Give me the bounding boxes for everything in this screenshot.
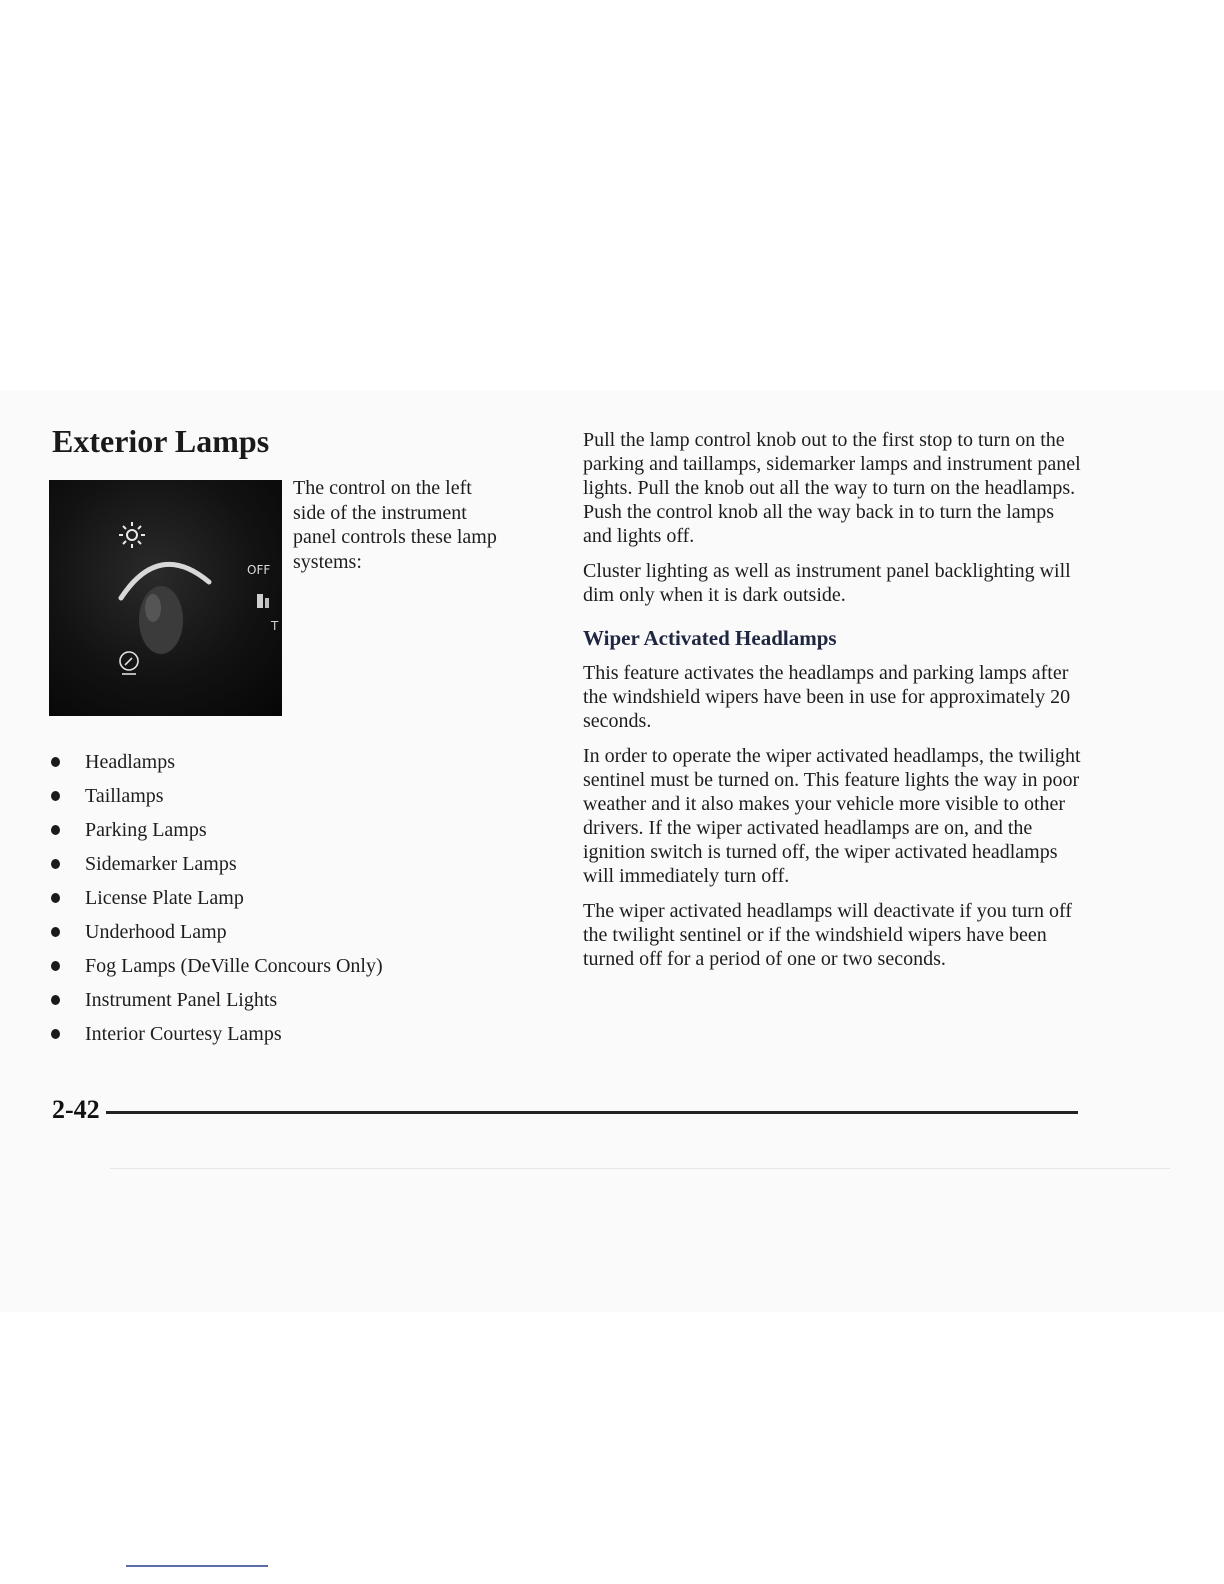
list-item: Taillamps (46, 779, 383, 813)
bottom-accent-line (126, 1565, 268, 1567)
right-column (583, 428, 1083, 982)
list-item: Parking Lamps (46, 813, 383, 847)
bullet-icon (51, 825, 60, 835)
off-label: OFF (247, 563, 271, 577)
list-item: Fog Lamps (DeVille Concours Only) (46, 949, 383, 983)
knob-instructions: Pull the lamp control knob out to the first stop to turn on the parking and taillamps, sidemarker lamps and instrument panel lights. Pull the knob out all the way to turn on the headlamps. Push the control knob all the way back in to turn the lamps and lights off. (583, 429, 1081, 547)
wiper-feature-text: This feature activates the headlamps and parking lamps after the windshield wipers have been in use for approximately 20 seconds. (583, 662, 1071, 732)
list-item: Instrument Panel Lights (46, 983, 383, 1017)
sun-lamp-icon (119, 522, 145, 548)
page-footer (52, 1094, 1078, 1126)
scan-artifact-line (110, 1168, 1170, 1169)
list-item: Underhood Lamp (46, 915, 383, 949)
side-letter: T (271, 619, 279, 633)
wiper-deactivation-text: The wiper activated headlamps will deactivate if you turn off the twilight sentinel or if the windshield wipers have been turned off for a period of one or two seconds. (583, 900, 1072, 970)
bullet-icon (51, 757, 60, 767)
bullet-icon (51, 995, 60, 1005)
dimmer-dial-icon (120, 652, 138, 674)
bullet-icon (51, 961, 60, 971)
intro-text: The control on the left side of the instrument panel controls these lamp systems: (293, 477, 497, 573)
wiper-operation-text: In order to operate the wiper activated headlamps, the twilight sentinel must be turned on. This feature lights the way in poor weather and it also makes your vehicle more visible to other drivers. If the wiper activated headlamps are on, and the ignition switch is turned off, the wiper activated headlamps will immediately turn off. (583, 745, 1081, 887)
page-title: Exterior Lamps (52, 423, 270, 459)
list-item: Sidemarker Lamps (46, 847, 383, 881)
bullet-icon (51, 893, 60, 903)
bullet-icon (51, 859, 60, 869)
bullet-icon (51, 791, 60, 801)
lamp-systems-list (46, 745, 383, 1051)
bullet-icon (51, 1029, 60, 1039)
cluster-lighting-note: Cluster lighting as well as instrument panel backlighting will dim only when it is dark outside. (583, 560, 1071, 606)
lamp-control-photo (49, 480, 282, 716)
footer-rule (106, 1111, 1078, 1114)
lamp-control-knob (139, 586, 183, 654)
section-heading: Wiper Activated Headlamps (583, 626, 837, 650)
list-item: Headlamps (46, 745, 383, 779)
page-number: 2-42 (52, 1095, 100, 1124)
list-item: Interior Courtesy Lamps (46, 1017, 383, 1051)
list-item: License Plate Lamp (46, 881, 383, 915)
bullet-icon (51, 927, 60, 937)
